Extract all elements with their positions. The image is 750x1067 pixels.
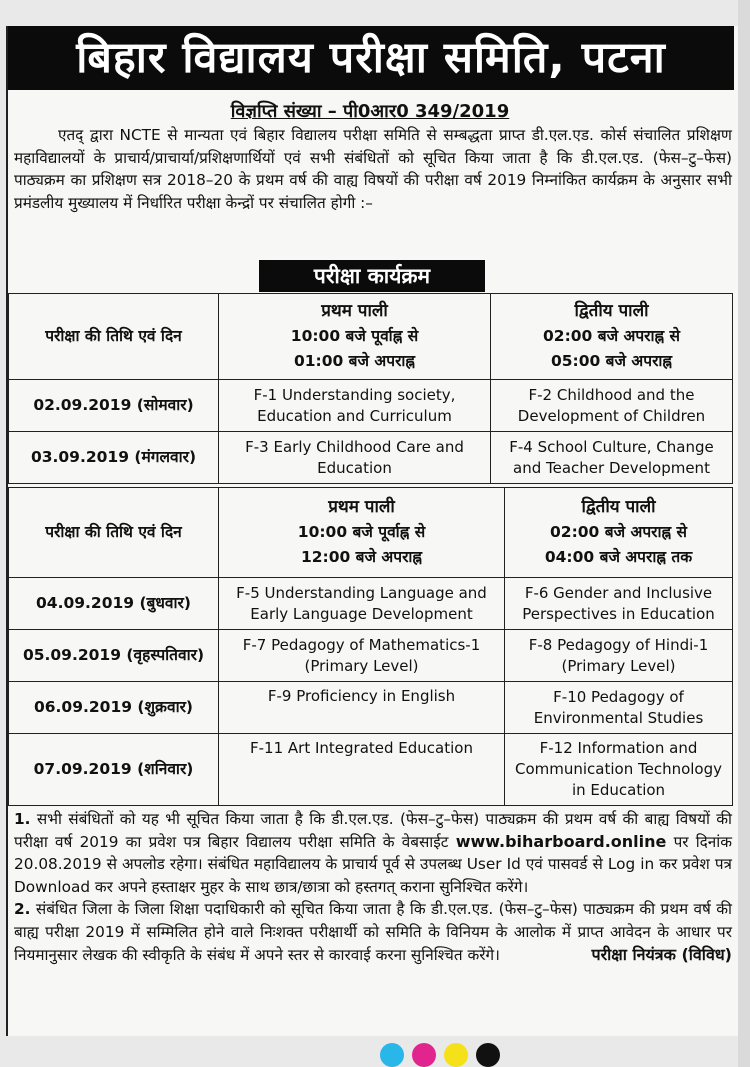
signature: परीक्षा नियंत्रक (विविध) bbox=[591, 944, 732, 964]
note-2-text: संबंधित जिला के जिला शिक्षा पदाधिकारी को सूचित किया जाता है कि डी.एल.एड. (फेस–टु–फेस) पाठ्यक्रम की प्रथम वर्ष की बाह्य परीक्षा 2019 में सम्मिलित होने वाले निःशक्त परीक्षार्थी को समिति के विनियम के आलोक में प्राप्त आवेदन के आधार पर नियमानुसार लेखक की स्वीकृति के संबंध में अपने स्तर से कारवाई करना सुनिश्चित करेंगे। bbox=[14, 900, 732, 964]
note-1-text-before: सभी संबंधितों को यह भी सूचित किया जाता है कि डी.एल.एड. (फेस–टु–फेस) पाठ्यक्रम की प्रथम वर्ष की बाह्य विषयों की परीक्षा वर्ष 2019 का प्रवेश पत्र बिहार विद्यालय परीक्षा समिति के वेबसाईट bbox=[14, 810, 732, 851]
table-row bbox=[9, 630, 733, 682]
exam-date: 05.09.2019 (वृहस्पतिवार) bbox=[9, 630, 219, 682]
note-1-number: 1. bbox=[14, 810, 31, 828]
intro-paragraph: एतद् द्वारा NCTE से मान्यता एवं बिहार विद्यालय परीक्षा समिति से सम्बद्धता प्राप्त डी.एल.एड. कोर्स संचालित प्रशिक्षण महाविद्यालयों के प्राचार्य/प्राचार्या/प्रशिक्षणार्थियों एवं सभी संबंधितों को सूचित किया जाता है कि डी.एल.एड. (फेस–टु–फेस) पाठ्यक्रम का प्रशिक्षण सत्र 2018–20 के प्रथम वर्ष की वाह्य विषयों की परीक्षा वर्ष 2019 निम्नांकित कार्यक्रम के अनुसार सभी प्रमंडलीय मुख्यालय में निर्धारित परीक्षा केन्द्रों पर संचालित होगी :– bbox=[14, 126, 732, 212]
date-header: परीक्षा की तिथि एवं दिन bbox=[9, 294, 219, 380]
shift2-start: 02:00 बजे अपराह्न से bbox=[543, 327, 680, 345]
shift1-subject: F-7 Pedagogy of Mathematics-1 (Primary Level) bbox=[219, 630, 505, 682]
table-row bbox=[9, 380, 733, 432]
shift1-start: 10:00 बजे पूर्वाह्न से bbox=[297, 523, 426, 541]
shift2-name: द्वितीय पाली bbox=[581, 497, 656, 517]
table-row bbox=[9, 734, 733, 806]
shift1-header bbox=[219, 294, 491, 380]
schedule-table-2 bbox=[8, 487, 733, 806]
shift1-start: 10:00 बजे पूर्वाह्न से bbox=[290, 327, 419, 345]
exam-date: 04.09.2019 (बुधवार) bbox=[9, 578, 219, 630]
print-registration-mark bbox=[412, 1043, 436, 1067]
exam-date: 06.09.2019 (शुक्रवार) bbox=[9, 682, 219, 734]
table-row bbox=[9, 682, 733, 734]
adjacent-page-strip bbox=[738, 0, 750, 1067]
shift2-subject: F-8 Pedagogy of Hindi-1 (Primary Level) bbox=[505, 630, 733, 682]
shift1-end: 12:00 बजे अपराह्न bbox=[300, 548, 423, 566]
shift2-header bbox=[491, 294, 733, 380]
print-registration-mark bbox=[476, 1043, 500, 1067]
print-registration-mark bbox=[380, 1043, 404, 1067]
shift2-name: द्वितीय पाली bbox=[574, 301, 649, 321]
shift1-header bbox=[219, 488, 505, 578]
note-1-text-after: पर दिनांक 20.08.2019 से अपलोड रहेगा। संबंधित महाविद्यालय के प्राचार्य पूर्व से उपलब्ध User Id एवं पासवर्ड से Log in कर प्रवेश पत्र Download कर अपने हस्ताक्षर मुहर के साथ छात्र/छात्रा को हस्तगत् कराना सुनिश्चित करेंगे। bbox=[14, 832, 732, 896]
shift1-subject: F-5 Understanding Language and Early Language Development bbox=[219, 578, 505, 630]
shift2-end: 05:00 बजे अपराह्न bbox=[550, 352, 673, 370]
table-row bbox=[9, 432, 733, 484]
notes-section bbox=[14, 808, 732, 966]
shift2-header bbox=[505, 488, 733, 578]
notice-number: विज्ञप्ति संख्या – पी0आर0 349/2019 bbox=[230, 101, 510, 122]
shift2-subject: F-2 Childhood and the Development of Children bbox=[491, 380, 733, 432]
page-title: बिहार विद्यालय परीक्षा समिति, पटना bbox=[8, 26, 734, 90]
shift1-subject: F-3 Early Childhood Care and Education bbox=[219, 432, 491, 484]
note-2-number: 2. bbox=[14, 900, 31, 919]
shift2-subject: F-10 Pedagogy of Environmental Studies bbox=[505, 682, 733, 734]
shift2-start: 02:00 बजे अपराह्न से bbox=[550, 523, 687, 541]
exam-date: 03.09.2019 (मंगलवार) bbox=[9, 432, 219, 484]
table-header-row bbox=[9, 294, 733, 380]
programme-title: परीक्षा कार्यक्रम bbox=[259, 260, 485, 292]
note-2 bbox=[14, 898, 732, 966]
shift1-subject: F-11 Art Integrated Education bbox=[219, 734, 505, 806]
table-row bbox=[9, 578, 733, 630]
shift2-subject: F-4 School Culture, Change and Teacher Development bbox=[491, 432, 733, 484]
shift2-end: 04:00 बजे अपराह्न तक bbox=[544, 548, 693, 566]
shift1-subject: F-9 Proficiency in English bbox=[219, 682, 505, 734]
table-header-row bbox=[9, 488, 733, 578]
shift2-subject: F-12 Information and Communication Technology in Education bbox=[505, 734, 733, 806]
shift1-subject: F-1 Understanding society, Education and Curriculum bbox=[219, 380, 491, 432]
website-link[interactable]: www.biharboard.online bbox=[455, 831, 667, 851]
date-header: परीक्षा की तिथि एवं दिन bbox=[9, 488, 219, 578]
print-registration-mark bbox=[444, 1043, 468, 1067]
exam-date: 02.09.2019 (सोमवार) bbox=[9, 380, 219, 432]
schedule-table-1 bbox=[8, 293, 733, 484]
shift2-subject: F-6 Gender and Inclusive Perspectives in Education bbox=[505, 578, 733, 630]
exam-date: 07.09.2019 (शनिवार) bbox=[9, 734, 219, 806]
shift1-name: प्रथम पाली bbox=[321, 301, 388, 321]
shift1-name: प्रथम पाली bbox=[328, 497, 395, 517]
shift1-end: 01:00 बजे अपराह्न bbox=[293, 352, 416, 370]
note-1 bbox=[14, 808, 732, 898]
